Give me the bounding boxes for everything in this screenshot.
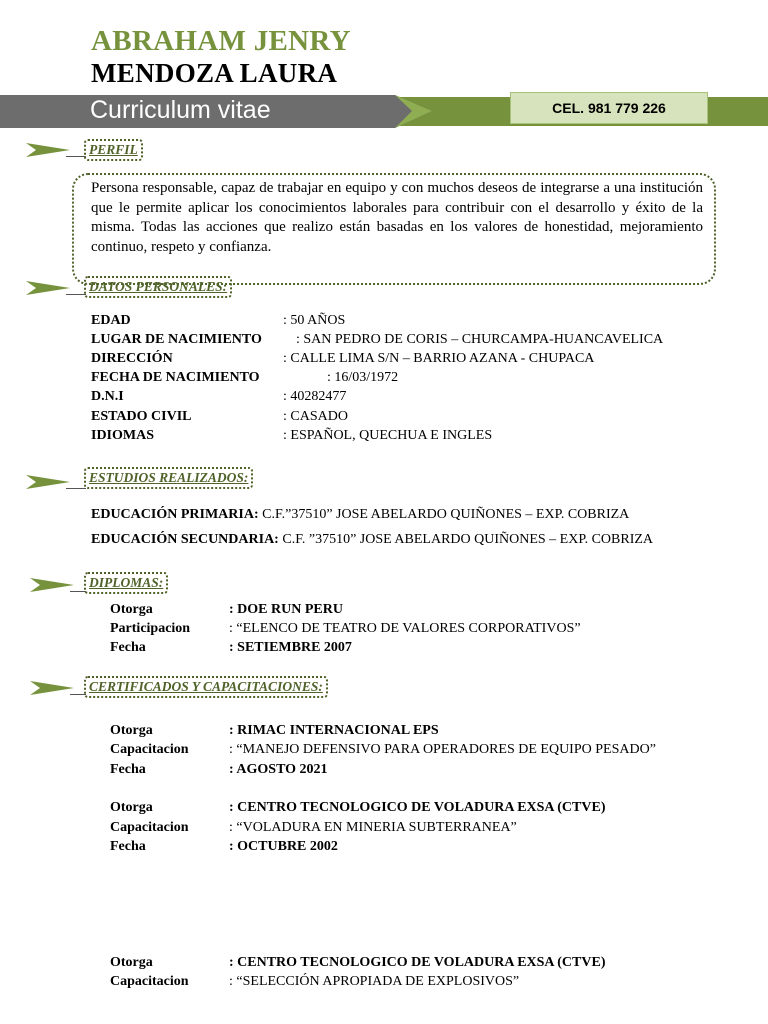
personal-row bbox=[91, 351, 173, 367]
banner-title: Curriculum vitae bbox=[90, 96, 271, 124]
field-label: D.N.I bbox=[91, 389, 124, 404]
cert-value: : AGOSTO 2021 bbox=[229, 762, 328, 777]
cert-value: : “VOLADURA EN MINERIA SUBTERRANEA” bbox=[229, 820, 517, 835]
field-label: Fecha bbox=[110, 762, 146, 777]
personal-value: : SAN PEDRO DE CORIS – CHURCAMPA-HUANCAVELICA bbox=[296, 332, 664, 347]
personal-value: : CASADO bbox=[283, 409, 348, 424]
personal-value: : CALLE LIMA S/N – BARRIO AZANA - CHUPACA bbox=[283, 351, 595, 366]
education-row bbox=[91, 507, 629, 523]
divider bbox=[66, 294, 86, 295]
arrow-icon bbox=[26, 475, 70, 489]
diploma-label bbox=[110, 621, 190, 637]
section-title-estudios: ESTUDIOS REALIZADOS: bbox=[84, 467, 253, 489]
personal-row bbox=[91, 409, 192, 425]
field-label: IDIOMAS bbox=[91, 428, 155, 443]
field-label: FECHA DE NACIMIENTO bbox=[91, 370, 260, 385]
name-last: MENDOZA LAURA bbox=[91, 58, 338, 88]
education-value: C.F. ”37510” JOSE ABELARDO QUIÑONES – EXP. COBRIZA bbox=[278, 532, 654, 547]
education-label: EDUCACIÓN SECUNDARIA: bbox=[91, 532, 279, 547]
field-label: Participacion bbox=[110, 621, 191, 636]
field-label: Otorga bbox=[110, 955, 153, 970]
name-first: ABRAHAM JENRY bbox=[91, 25, 351, 57]
arrow-icon bbox=[26, 281, 70, 295]
section-title-diplomas: DIPLOMAS: bbox=[84, 572, 168, 594]
cert-label bbox=[110, 800, 153, 816]
section-title-certificados: CERTIFICADOS Y CAPACITACIONES: bbox=[84, 676, 328, 698]
personal-row bbox=[91, 428, 154, 444]
field-label: Capacitacion bbox=[110, 820, 189, 835]
personal-row bbox=[91, 332, 262, 348]
education-value: C.F.”37510” JOSE ABELARDO QUIÑONES – EXP. COBRIZA bbox=[258, 507, 630, 522]
cert-value: : CENTRO TECNOLOGICO DE VOLADURA EXSA (CTVE) bbox=[229, 800, 606, 815]
divider bbox=[66, 156, 86, 157]
cert-value: : CENTRO TECNOLOGICO DE VOLADURA EXSA (CTVE) bbox=[229, 955, 606, 970]
cert-value: : RIMAC INTERNACIONAL EPS bbox=[229, 723, 439, 738]
personal-value: : 16/03/1972 bbox=[327, 370, 399, 385]
personal-value: : ESPAÑOL, QUECHUA E INGLES bbox=[283, 428, 493, 443]
field-label: ESTADO CIVIL bbox=[91, 409, 192, 424]
diploma-label bbox=[110, 640, 146, 656]
education-label: EDUCACIÓN PRIMARIA: bbox=[91, 507, 259, 522]
diploma-value: : SETIEMBRE 2007 bbox=[229, 640, 352, 655]
divider bbox=[66, 488, 86, 489]
personal-value: : 50 AÑOS bbox=[283, 313, 346, 328]
field-label: Otorga bbox=[110, 602, 153, 617]
personal-row bbox=[91, 389, 124, 405]
field-label: Capacitacion bbox=[110, 742, 189, 757]
diploma-value: : DOE RUN PERU bbox=[229, 602, 343, 617]
field-label: Otorga bbox=[110, 800, 153, 815]
section-title-datos: DATOS PERSONALES: bbox=[84, 276, 232, 298]
field-label: EDAD bbox=[91, 313, 131, 328]
field-label: DIRECCIÓN bbox=[91, 351, 173, 366]
arrow-icon bbox=[30, 578, 74, 592]
personal-value: : 40282477 bbox=[283, 389, 347, 404]
cert-label bbox=[110, 742, 189, 758]
field-label: LUGAR DE NACIMIENTO bbox=[91, 332, 262, 347]
arrow-icon bbox=[30, 681, 74, 695]
cert-value: : OCTUBRE 2002 bbox=[229, 839, 338, 854]
diploma-label bbox=[110, 602, 153, 618]
arrow-icon bbox=[26, 143, 70, 157]
cert-label bbox=[110, 955, 153, 971]
field-label: Capacitacion bbox=[110, 974, 189, 989]
diploma-value: : “ELENCO DE TEATRO DE VALORES CORPORATIVOS” bbox=[229, 621, 581, 636]
phone-box: CEL. 981 779 226 bbox=[510, 92, 708, 124]
profile-text: Persona responsable, capaz de trabajar en equipo y con muchos deseos de integrarse a una institución que le permite aplicar los conocimientos laborales para contribuir con el desarrollo y éxito de la misma. Todas las acciones que realizo están basadas en los valores de honestidad, mejoramiento continuo, respeto y confianza. bbox=[91, 180, 703, 255]
field-label: Fecha bbox=[110, 839, 146, 854]
section-title-perfil: PERFIL bbox=[84, 139, 143, 161]
personal-row bbox=[91, 313, 131, 329]
cert-label bbox=[110, 723, 153, 739]
cert-label bbox=[110, 820, 189, 836]
field-label: Fecha bbox=[110, 640, 146, 655]
cert-label bbox=[110, 839, 146, 855]
cert-value: : “MANEJO DEFENSIVO PARA OPERADORES DE EQUIPO PESADO” bbox=[229, 742, 656, 757]
cert-value: : “SELECCIÓN APROPIADA DE EXPLOSIVOS” bbox=[229, 974, 520, 989]
personal-row bbox=[91, 370, 260, 386]
cert-label bbox=[110, 974, 189, 990]
cert-label bbox=[110, 762, 146, 778]
field-label: Otorga bbox=[110, 723, 153, 738]
education-row bbox=[91, 532, 653, 548]
